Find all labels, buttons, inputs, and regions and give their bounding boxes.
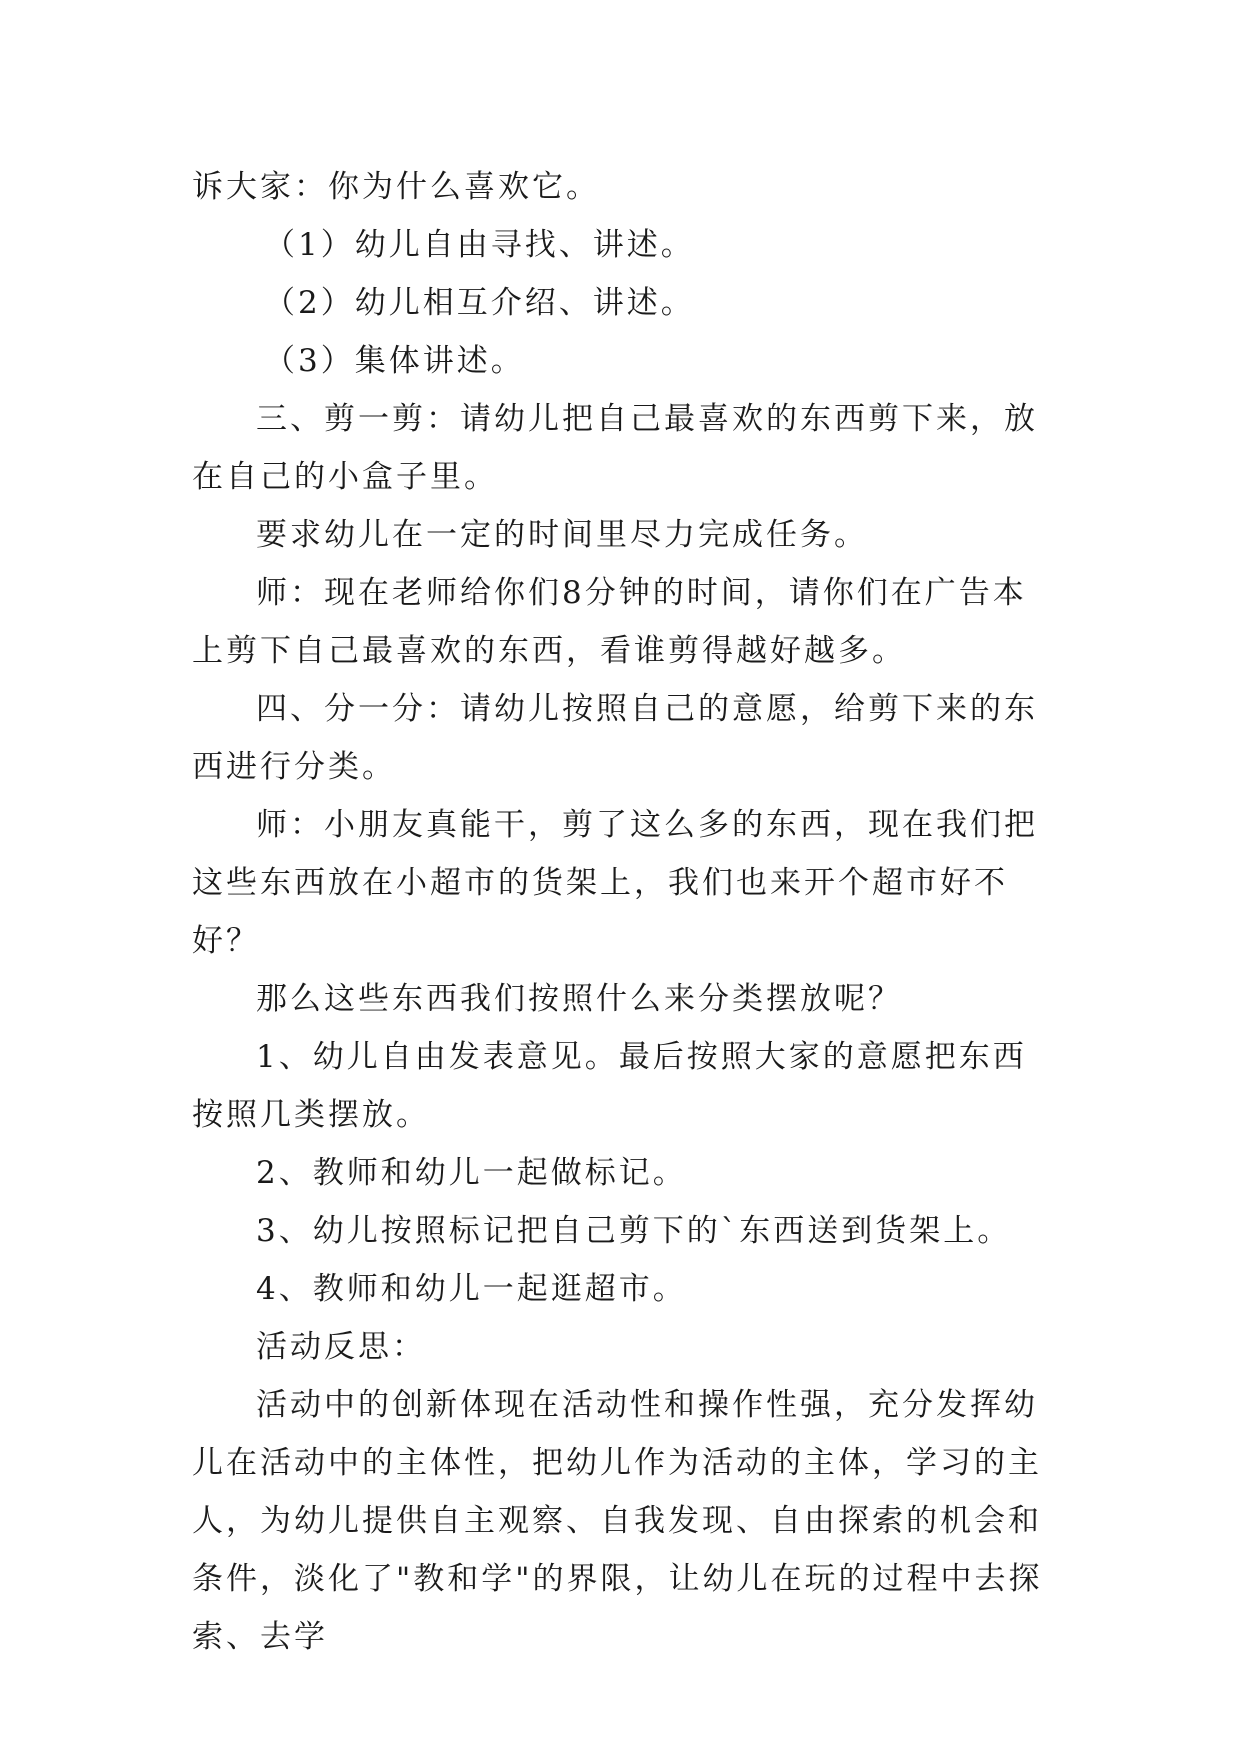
paragraph-reflection-body: 活动中的创新体现在活动性和操作性强，充分发挥幼儿在活动中的主体性，把幼儿作为活动的主体，学习的主人，为幼儿提供自主观察、自我发现、自由探索的机会和条件，淡化了"教和学"的界限，让幼儿在玩的过程中去探索、去学 [192, 1387, 1043, 1655]
paragraph-section-sort: 四、分一分：请幼儿按照自己的意愿，给剪下来的东西进行分类。 [192, 691, 1038, 785]
paragraph-item-3: 3、幼儿按照标记把自己剪下的`东西送到货架上。 [256, 1213, 1012, 1249]
paragraph-teacher-cut: 师：现在老师给你们8分钟的时间，请你们在广告本上剪下自己最喜欢的东西，看谁剪得越好越多。 [192, 575, 1027, 669]
paragraph-continuation: 诉大家：你为什么喜欢它。 [192, 169, 600, 205]
paragraph-question: 那么这些东西我们按照什么来分类摆放呢？ [256, 981, 902, 1017]
paragraph-step-1: （1）幼儿自由寻找、讲述。 [264, 227, 695, 263]
paragraph-section-cut: 三、剪一剪：请幼儿把自己最喜欢的东西剪下来，放在自己的小盒子里。 [192, 401, 1038, 495]
paragraph-step-3: （3）集体讲述。 [264, 343, 525, 379]
paragraph-requirement: 要求幼儿在一定的时间里尽力完成任务。 [256, 517, 868, 553]
paragraph-step-2: （2）幼儿相互介绍、讲述。 [264, 285, 695, 321]
paragraph-item-2: 2、教师和幼儿一起做标记。 [256, 1155, 687, 1191]
paragraph-teacher-supermarket: 师：小朋友真能干，剪了这么多的东西，现在我们把这些东西放在小超市的货架上，我们也来开个超市好不好？ [192, 807, 1038, 959]
paragraph-item-4: 4、教师和幼儿一起逛超市。 [256, 1271, 687, 1307]
paragraph-item-1: 1、幼儿自由发表意见。最后按照大家的意愿把东西按照几类摆放。 [192, 1039, 1027, 1133]
document-body [192, 158, 1052, 1666]
paragraph-reflection-heading: 活动反思： [256, 1329, 426, 1365]
